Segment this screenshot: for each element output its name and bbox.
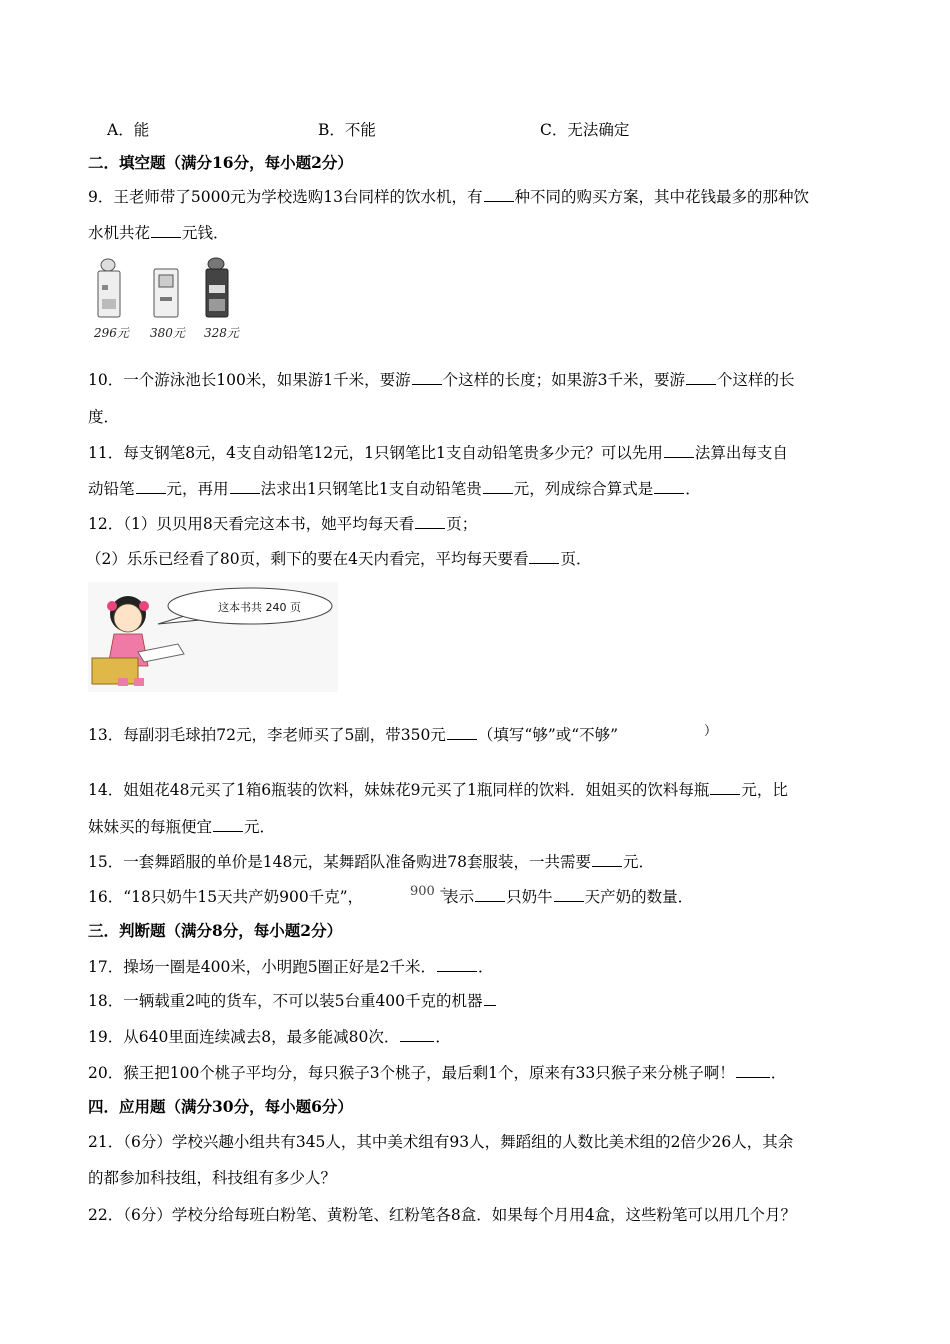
q11-text-5: 法求出1只钢笔比1支自动铅笔贵 — [260, 480, 482, 498]
answer-blank[interactable] — [447, 725, 477, 740]
q16-text-2: 表示 — [443, 888, 475, 906]
question-15-line — [88, 851, 866, 873]
q14-text-3: 妹妹买的每瓶便宜 — [88, 818, 213, 836]
question-10-line-2: 度． — [88, 408, 120, 426]
answer-blank[interactable] — [592, 852, 622, 867]
q14-text-2: 元，比 — [741, 781, 788, 799]
q12-text-4: 页． — [560, 550, 592, 568]
answer-blank[interactable] — [412, 370, 442, 385]
answer-blank[interactable] — [664, 443, 694, 458]
reading-girl-figure — [88, 582, 338, 692]
q10-text-1: 10．一个游泳池长100米，如果游1千米，要游 — [88, 371, 411, 389]
q10-text-3: 个这样的长 — [717, 371, 795, 389]
answer-blank[interactable] — [484, 187, 514, 202]
q12-text-2: 页； — [446, 515, 478, 533]
q15-text-1: 15．一套舞蹈服的单价是148元，某舞蹈队准备购进78套服装，一共需要 — [88, 853, 592, 871]
answer-blank[interactable] — [483, 479, 513, 494]
q20-text-2: ． — [770, 1064, 787, 1082]
q9-text-3: 水机共花 — [88, 224, 151, 242]
option-c: C．无法确定 — [540, 121, 630, 139]
question-11-line-1 — [88, 442, 866, 464]
q16-text-1: 16．“18只奶牛15天共产奶900千克”， — [88, 888, 364, 906]
answer-blank[interactable] — [710, 780, 740, 795]
question-19-line — [88, 1026, 866, 1048]
q12-text-1: 12．（1）贝贝用8天看完这本书，她平均每天看 — [88, 515, 415, 533]
water-dispenser-icon — [206, 258, 228, 317]
q17-text-1: 17．操场一圈是400米，小明跑5圈正好是2千米． — [88, 958, 437, 976]
bubble-text: 这本书共 240 页 — [218, 601, 301, 614]
answer-blank[interactable] — [554, 887, 584, 902]
q14-text-1: 14．姐姐花48元买了1箱6瓶装的饮料，妹妹花9元买了1瓶同样的饮料．姐姐买的饮料每瓶 — [88, 781, 710, 799]
q11-text-1: 11．每支钢笔8元，4支自动铅笔12元，1只钢笔比1支自动铅笔贵多少元？可以先用 — [88, 444, 663, 462]
answer-blank[interactable] — [686, 370, 716, 385]
question-11-line-2 — [88, 478, 866, 500]
q9-text-2: 种不同的购买方案，其中花钱最多的那种饮 — [514, 188, 810, 206]
q11-text-2: 法算出每支自 — [694, 444, 788, 462]
answer-blank[interactable] — [230, 479, 260, 494]
question-14-line-1 — [88, 779, 866, 801]
question-21-line-1: 21．（6分）学校兴趣小组共有345人，其中美术组有93人，舞蹈组的人数比美术组的2倍少26人，其余 — [88, 1133, 794, 1151]
question-13-line — [88, 724, 866, 746]
q19-text-2: ． — [435, 1028, 451, 1046]
option-a: A．能 — [107, 121, 150, 139]
question-12-line-2 — [86, 548, 866, 570]
answer-blank[interactable] — [151, 223, 181, 238]
q10-text-2: 个这样的长度；如果游3千米，要游 — [442, 371, 686, 389]
q9-text-1: 9．王老师带了5000元为学校选购13台同样的饮水机，有 — [88, 188, 483, 206]
water-dispensers-figure — [88, 255, 258, 345]
answer-blank[interactable] — [213, 817, 243, 832]
question-21-line-2: 的都参加科技组，科技组有多少人？ — [88, 1169, 337, 1187]
question-16-line — [88, 886, 866, 908]
q11-text-6: 元，列成综合算式是 — [513, 480, 654, 498]
q14-text-4: 元． — [244, 818, 276, 836]
q11-text-3: 动铅笔 — [88, 480, 135, 498]
question-9-line-2 — [88, 222, 866, 244]
q17-text-2: ． — [478, 958, 494, 976]
answer-blank[interactable] — [475, 887, 505, 902]
q11-text-4: 元，再用 — [166, 480, 229, 498]
price-label: 328元 — [204, 326, 239, 340]
price-label: 380元 — [150, 326, 185, 340]
answer-blank[interactable] — [654, 479, 684, 494]
answer-blank[interactable] — [736, 1063, 770, 1078]
answer-blank[interactable] — [136, 479, 166, 494]
q13-closing-paren: ） — [704, 724, 718, 739]
price-label: 296元 — [94, 326, 129, 340]
q16-text-4: 天产奶的数量． — [584, 888, 694, 906]
section-fill-heading: 二．填空题（满分16分，每小题2分） — [88, 153, 353, 172]
q18-text-1: 18．一辆载重2吨的货车，不可以装5台重400千克的机器 — [88, 992, 483, 1010]
q19-text-1: 19．从640里面连续减去8，最多能减80次． — [88, 1028, 400, 1046]
section-judge-heading: 三．判断题（满分8分，每小题2分） — [88, 921, 343, 940]
division-expression: 900 ÷ — [410, 884, 450, 899]
answer-options — [0, 118, 950, 140]
question-9-line-1 — [88, 186, 866, 208]
answer-blank[interactable] — [484, 991, 496, 1006]
q13-text-2: （填写“够”或“不够” — [477, 726, 619, 744]
question-12-line-1 — [88, 513, 866, 535]
water-dispenser-icon — [154, 269, 178, 317]
question-18-line — [88, 990, 866, 1012]
question-17-line — [88, 956, 866, 978]
section-apply-heading: 四．应用题（满分30分，每小题6分） — [88, 1097, 353, 1116]
question-10-line-1 — [88, 369, 866, 391]
q20-text-1: 20．猴王把100个桃子平均分，每只猴子3个桃子，最后剩1个，原来有33只猴子来分桃子啊！ — [88, 1064, 735, 1082]
q9-text-4: 元钱． — [182, 224, 229, 242]
q12-text-3: （2）乐乐已经看了80页，剩下的要在4天内看完，平均每天要看 — [86, 550, 529, 568]
answer-blank[interactable] — [400, 1027, 434, 1042]
answer-blank[interactable] — [437, 957, 477, 972]
q13-text-1: 13．每副羽毛球拍72元，李老师买了5副，带350元 — [88, 726, 446, 744]
answer-blank[interactable] — [415, 514, 445, 529]
question-20-line — [88, 1062, 866, 1084]
q16-text-3: 只奶牛 — [506, 888, 553, 906]
question-14-line-2 — [88, 816, 866, 838]
q15-text-2: 元． — [623, 853, 655, 871]
option-b: B．不能 — [318, 121, 376, 139]
water-dispenser-icon — [98, 259, 120, 317]
q11-text-7: ． — [685, 480, 701, 498]
question-22-line: 22．（6分）学校分给每班白粉笔、黄粉笔、红粉笔各8盒．如果每个月用4盒，这些粉笔可以用几个月？ — [88, 1206, 797, 1224]
answer-blank[interactable] — [529, 549, 559, 564]
